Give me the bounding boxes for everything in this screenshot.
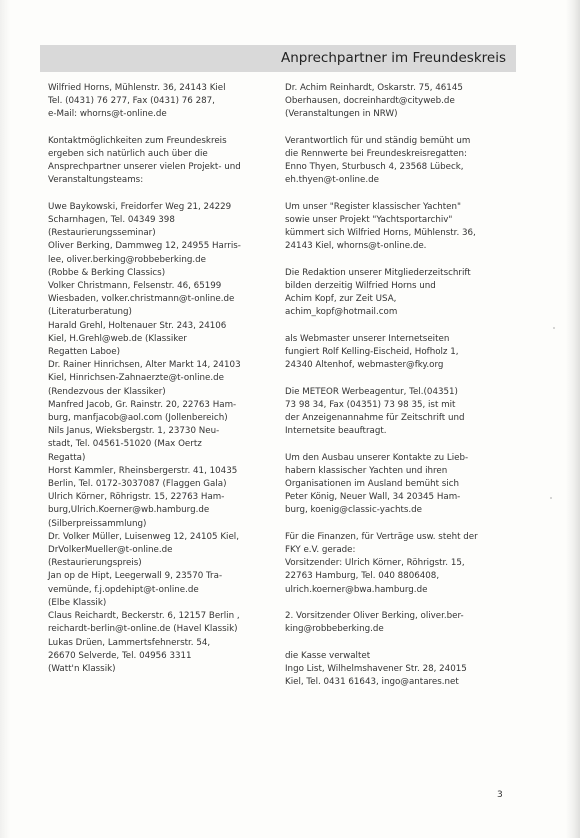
- text-line: Oliver Berking, Dammweg 12, 24955 Harris-: [48, 241, 241, 252]
- text-line: sowie unser Projekt "Yachtsportarchiv": [285, 215, 453, 225]
- text-line: Lukas Drüen, Lammertsfehnerstr. 54,: [48, 637, 211, 648]
- text-line: Die METEOR Werbeagentur, Tel.(04351): [285, 386, 458, 397]
- text-line: 2. Vorsitzender Oliver Berking, oliver.ber-: [285, 611, 464, 621]
- text-line: bilden derzeitig Wilfried Horns und: [285, 281, 436, 291]
- scan-speck: [553, 327, 555, 329]
- text-line: fungiert Rolf Kelling-Eischeid, Hofholz 1,: [285, 347, 459, 357]
- text-line: 24143 Kiel, whorns@t-online.de.: [285, 241, 427, 252]
- text-line: habern klassischer Yachten und ihren: [285, 465, 448, 476]
- text-line: (Watt'n Klassik): [48, 663, 116, 674]
- text-line: (Silberpreissammlung): [48, 518, 147, 529]
- text-line: Wiesbaden, volker.christmann@t-online.de: [48, 294, 235, 305]
- right-paragraph: [285, 531, 517, 597]
- text-line: Oberhausen, docreinhardt@cityweb.de: [285, 96, 455, 107]
- scan-speck: [550, 497, 552, 499]
- text-line: FKY e.V. gerade:: [285, 545, 356, 555]
- text-line: Organisationen im Ausland bemüht sich: [285, 479, 459, 489]
- right-paragraph: [285, 386, 517, 439]
- text-line: ulrich.koerner@bwa.hamburg.de: [285, 584, 428, 595]
- text-line: der Anzeigenannahme für Zeitschrift und: [285, 413, 465, 423]
- right-paragraph: [285, 201, 517, 254]
- text-line: als Webmaster unserer Internetseiten: [285, 333, 450, 344]
- text-line: 73 98 34, Fax (04351) 73 98 35, ist mit: [285, 399, 456, 410]
- text-line: Enno Thyen, Sturbusch 4, 23568 Lübeck,: [285, 162, 464, 173]
- text-line: Manfred Jacob, Gr. Rainstr. 20, 22763 Ham-: [48, 399, 237, 410]
- right-paragraph: [285, 135, 517, 188]
- page-shadow-left: [0, 0, 10, 838]
- text-line: Achim Kopf, zur Zeit USA,: [285, 294, 397, 305]
- text-line: Um unser "Register klassischer Yachten": [285, 201, 462, 212]
- text-line: eh.thyen@t-online.de: [285, 175, 380, 186]
- text-line: ergeben sich natürlich auch über die: [48, 149, 208, 159]
- text-line: Ansprechpartner unserer vielen Projekt- und: [48, 162, 241, 173]
- right-column: [285, 82, 517, 702]
- text-line: Harald Grehl, Holtenauer Str. 243, 24106: [48, 320, 227, 331]
- left-column: [48, 82, 274, 689]
- right-paragraph: [285, 650, 517, 690]
- text-line: Scharnhagen, Tel. 04349 398: [48, 215, 175, 225]
- text-line: die Kasse verwaltet: [285, 650, 371, 661]
- text-line: Horst Kammler, Rheinsbergerstr. 41, 10435: [48, 465, 238, 476]
- text-line: Ulrich Körner, Röhrigstr. 15, 22763 Ham-: [48, 492, 225, 503]
- text-line: 26670 Selverde, Tel. 04956 3311: [48, 650, 192, 661]
- text-line: Regatten Laboe): [48, 347, 120, 358]
- text-line: Kiel, H.Grehl@web.de (Klassiker: [48, 333, 187, 344]
- text-line: Berlin, Tel. 0172-3037087 (Flaggen Gala): [48, 479, 227, 490]
- text-line: (Literaturberatung): [48, 307, 132, 318]
- right-paragraph: [285, 610, 517, 636]
- right-paragraph: [285, 452, 517, 518]
- text-line: (Elbe Klassik): [48, 597, 107, 608]
- text-line: 24340 Altenhof, webmaster@fky.org: [285, 360, 444, 371]
- text-line: (Veranstaltungen in NRW): [285, 109, 398, 120]
- text-line: Nils Janus, Wieksbergstr. 1, 23730 Neu-: [48, 426, 220, 437]
- left-paragraph: [48, 82, 274, 122]
- text-line: Tel. (0431) 76 277, Fax (0431) 76 287,: [48, 96, 215, 107]
- text-line: Verantwortlich für und ständig bemüht um: [285, 135, 471, 146]
- text-line: 22763 Hamburg, Tel. 040 8806408,: [285, 571, 440, 582]
- text-line: burg,Ulrich.Koerner@wb.hamburg.de: [48, 505, 210, 516]
- right-paragraph: [285, 82, 517, 122]
- text-line: DrVolkerMueller@t-online.de: [48, 545, 173, 556]
- text-line: Peter König, Neuer Wall, 34 20345 Ham-: [285, 492, 461, 503]
- text-line: (Robbe & Berking Classics): [48, 267, 166, 278]
- text-line: (Restaurierungsseminar): [48, 228, 156, 239]
- text-line: Regatta): [48, 452, 86, 463]
- text-line: (Restaurierungspreis): [48, 558, 142, 569]
- left-paragraph: [48, 201, 274, 676]
- text-line: Kiel, Tel. 0431 61643, ingo@antares.net: [285, 677, 459, 687]
- text-line: Uwe Baykowski, Freidorfer Weg 21, 24229: [48, 201, 232, 212]
- page-number: 3: [497, 790, 503, 800]
- text-line: burg, koenig@classic-yachts.de: [285, 505, 423, 516]
- text-line: Volker Christmann, Felsenstr. 46, 65199: [48, 281, 222, 292]
- right-paragraph: [285, 267, 517, 320]
- text-line: king@robbeberking.de: [285, 624, 384, 635]
- text-line: Jan op de Hipt, Leegerwall 9, 23570 Tra-: [48, 571, 223, 582]
- text-line: Dr. Volker Müller, Luisenweg 12, 24105 Kiel,: [48, 531, 239, 542]
- text-line: (Rendezvous der Klassiker): [48, 386, 166, 397]
- text-line: e-Mail: whorns@t-online.de: [48, 109, 167, 120]
- text-line: achim_kopf@hotmail.com: [285, 307, 398, 318]
- text-line: Wilfried Horns, Mühlenstr. 36, 24143 Kiel: [48, 83, 226, 93]
- text-line: Kiel, Hinrichsen-Zahnaerzte@t-online.de: [48, 373, 224, 384]
- text-line: Die Redaktion unserer Mitgliederzeitschrift: [285, 267, 471, 278]
- text-line: Um den Ausbau unserer Kontakte zu Lieb-: [285, 452, 469, 463]
- text-line: Kontaktmöglichkeiten zum Freundeskreis: [48, 135, 227, 146]
- text-line: Für die Finanzen, für Verträge usw. steht der: [285, 531, 478, 542]
- text-line: Vorsitzender: Ulrich Körner, Röhrigstr. 15,: [285, 558, 465, 569]
- text-line: Claus Reichardt, Beckerstr. 6, 12157 Berlin ,: [48, 611, 240, 622]
- text-line: Ingo List, Wilhelmshavener Str. 28, 24015: [285, 663, 467, 674]
- text-line: vemünde, f.j.opdehipt@t-online.de: [48, 584, 199, 595]
- page-shadow-right: [566, 0, 580, 838]
- right-paragraph: [285, 333, 517, 373]
- left-paragraph: [48, 135, 274, 188]
- page-title: Anprechpartner im Freundeskreis: [280, 50, 506, 66]
- text-line: burg, manfjacob@aol.com (Jollenbereich): [48, 413, 228, 424]
- text-line: Dr. Achim Reinhardt, Oskarstr. 75, 46145: [285, 83, 463, 93]
- text-line: Veranstaltungsteams:: [48, 175, 144, 186]
- text-line: stadt, Tel. 04561-51020 (Max Oertz: [48, 439, 202, 450]
- text-line: Internetsite beauftragt.: [285, 426, 387, 437]
- text-line: lee, oliver.berking@robbeberking.de: [48, 254, 206, 265]
- text-line: kümmert sich Wilfried Horns, Mühlenstr. 36,: [285, 228, 476, 239]
- text-line: reichardt-berlin@t-online.de (Havel Klassik): [48, 624, 238, 635]
- text-line: Dr. Rainer Hinrichsen, Alter Markt 14, 24103: [48, 360, 241, 371]
- text-line: die Rennwerte bei Freundeskreisregatten:: [285, 149, 467, 159]
